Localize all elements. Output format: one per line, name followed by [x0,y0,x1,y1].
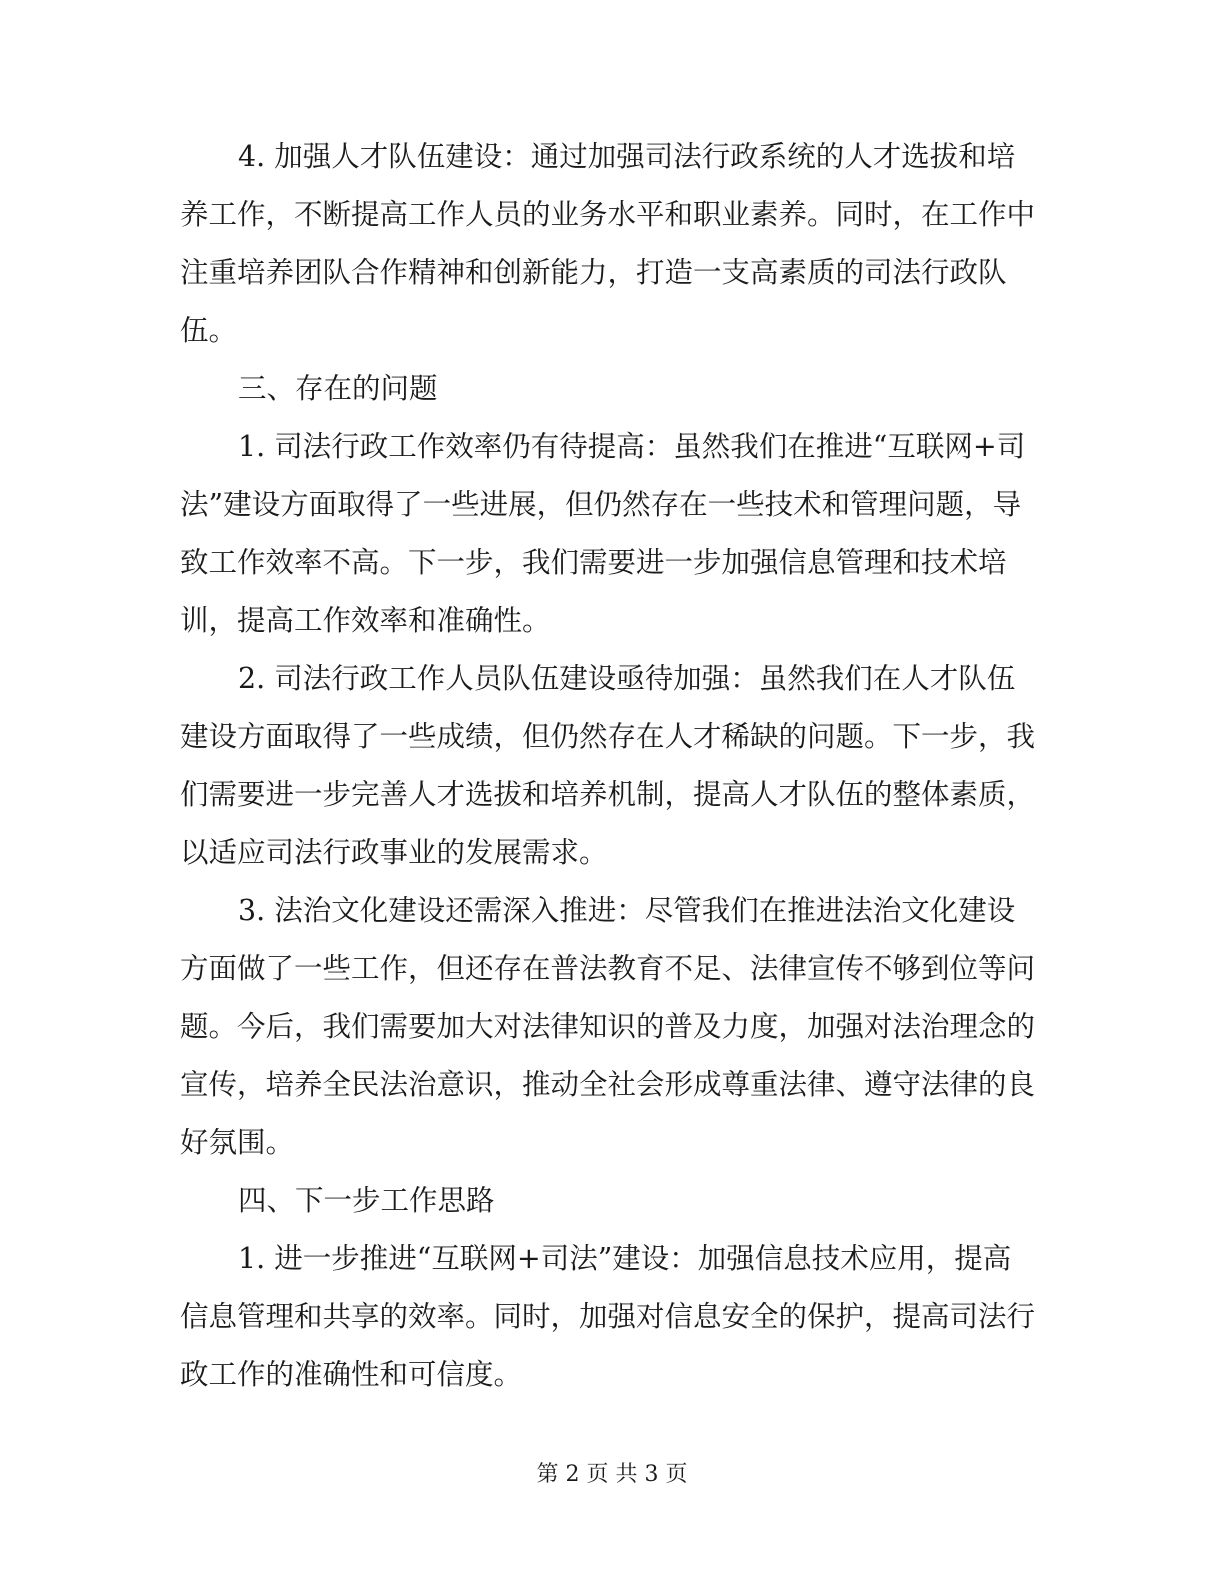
paragraph-legal-culture: 3. 法治文化建设还需深入推进：尽管我们在推进法治文化建设方面做了一些工作，但还存在普法教育不足、法律宣传不够到位等问题。今后，我们需要加大对法律知识的普及力度，加强对法治理念的宣传，培养全民法治意识，推动全社会形成尊重法律、遵守法律的良好氛围。 [180,894,1036,1159]
section-heading-problems: 三、存在的问题 [238,372,438,405]
document-body [180,128,1036,1404]
paragraph-efficiency: 1. 司法行政工作效率仍有待提高：虽然我们在推进“互联网+司法”建设方面取得了一些进展，但仍然存在一些技术和管理问题，导致工作效率不高。下一步，我们需要进一步加强信息管理和技术培训，提高工作效率和准确性。 [180,430,1026,637]
paragraph-talent-team: 4. 加强人才队伍建设：通过加强司法行政系统的人才选拔和培养工作，不断提高工作人员的业务水平和职业素养。同时，在工作中注重培养团队合作精神和创新能力，打造一支高素质的司法行政队伍。 [180,140,1036,347]
page-number-footer: 第 2 页 共 3 页 [536,1462,688,1487]
section-heading-next-steps: 四、下一步工作思路 [238,1184,495,1217]
paragraph-internet-justice: 1. 进一步推进“互联网+司法”建设：加强信息技术应用，提高信息管理和共享的效率。同时，加强对信息安全的保护，提高司法行政工作的准确性和可信度。 [180,1242,1036,1391]
paragraph-staff-building: 2. 司法行政工作人员队伍建设亟待加强：虽然我们在人才队伍建设方面取得了一些成绩，但仍然存在人才稀缺的问题。下一步，我们需要进一步完善人才选拔和培养机制，提高人才队伍的整体素质，以适应司法行政事业的发展需求。 [180,662,1036,869]
